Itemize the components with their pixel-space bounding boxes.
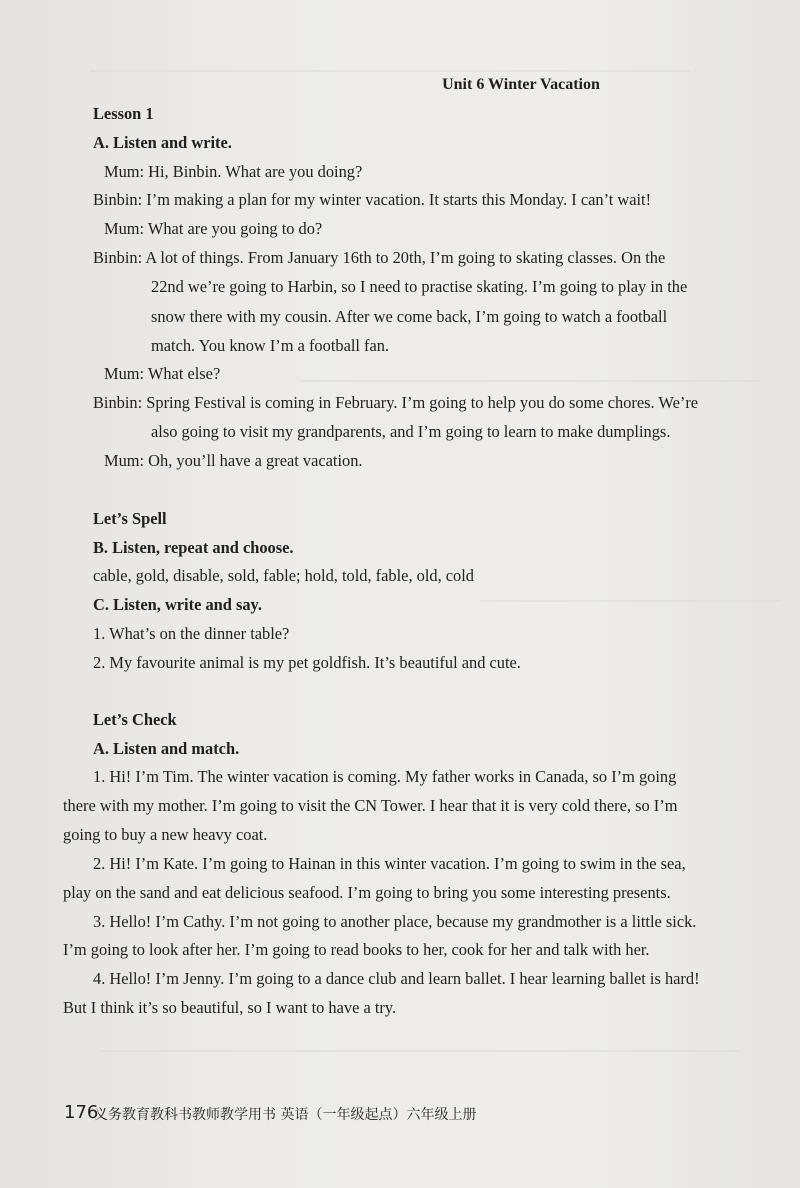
lets-spell-heading: Let’s Spell — [93, 509, 167, 528]
dialogue-line: Mum: Hi, Binbin. What are you doing? — [104, 162, 363, 181]
dialogue-line: 22nd we’re going to Harbin, so I need to practise skating. I’m going to play in the — [151, 277, 688, 296]
passage-line: I’m going to look after her. I’m going to read books to her, cook for her and talk with her. — [63, 940, 650, 959]
show-through-decoration — [480, 600, 780, 602]
section-heading: A. Listen and match. — [93, 739, 240, 758]
lets-check-heading: Let’s Check — [93, 710, 177, 729]
dialogue-line: Binbin: I’m making a plan for my winter vacation. It starts this Monday. I can’t wait! — [93, 190, 652, 209]
word-list: cable, gold, disable, sold, fable; hold, told, fable, old, cold — [93, 566, 474, 585]
section-heading: A. Listen and write. — [93, 133, 232, 152]
section-heading: B. Listen, repeat and choose. — [93, 538, 294, 557]
passage-line: there with my mother. I’m going to visit the CN Tower. I hear that it is very cold there, so I’m — [63, 796, 678, 815]
dialogue-line: Mum: What else? — [104, 364, 221, 383]
passage-line: going to buy a new heavy coat. — [63, 825, 268, 844]
passage-line: 3. Hello! I’m Cathy. I’m not going to another place, because my grandmother is a little sick. — [93, 912, 697, 931]
page-number: 176 — [64, 1102, 99, 1123]
spell-item: 1. What’s on the dinner table? — [93, 624, 290, 643]
dialogue-line: also going to visit my grandparents, and I’m going to learn to make dumplings. — [151, 422, 671, 441]
passage-line: play on the sand and eat delicious seafood. I’m going to bring you some interesting presents. — [63, 883, 671, 902]
dialogue-line: Binbin: Spring Festival is coming in February. I’m going to help you do some chores. We’re — [93, 393, 699, 412]
show-through-decoration — [90, 70, 690, 72]
unit-title: Unit 6 Winter Vacation — [442, 76, 600, 93]
dialogue-line: Mum: What are you going to do? — [104, 219, 323, 238]
dialogue-line: match. You know I’m a football fan. — [151, 336, 390, 355]
lesson-heading: Lesson 1 — [93, 104, 154, 123]
dialogue-line: Mum: Oh, you’ll have a great vacation. — [104, 451, 363, 470]
passage-line: 4. Hello! I’m Jenny. I’m going to a dance club and learn ballet. I hear learning ballet is hard! — [93, 969, 700, 988]
passage-line: 1. Hi! I’m Tim. The winter vacation is coming. My father works in Canada, so I’m going — [93, 767, 677, 786]
spell-item: 2. My favourite animal is my pet goldfish. It’s beautiful and cute. — [93, 653, 521, 672]
dialogue-line: snow there with my cousin. After we come back, I’m going to watch a football — [151, 307, 668, 326]
section-heading: C. Listen, write and say. — [93, 595, 262, 614]
show-through-decoration — [300, 380, 760, 382]
book-title-footer: 义务教育教科书教师教学用书 英语（一年级起点）六年级上册 — [94, 1107, 477, 1123]
dialogue-line: Binbin: A lot of things. From January 16th to 20th, I’m going to skating classes. On the — [93, 248, 666, 267]
show-through-decoration — [100, 1050, 740, 1052]
passage-line: But I think it’s so beautiful, so I want to have a try. — [63, 998, 397, 1017]
passage-line: 2. Hi! I’m Kate. I’m going to Hainan in this winter vacation. I’m going to swim in the sea, — [93, 854, 686, 873]
